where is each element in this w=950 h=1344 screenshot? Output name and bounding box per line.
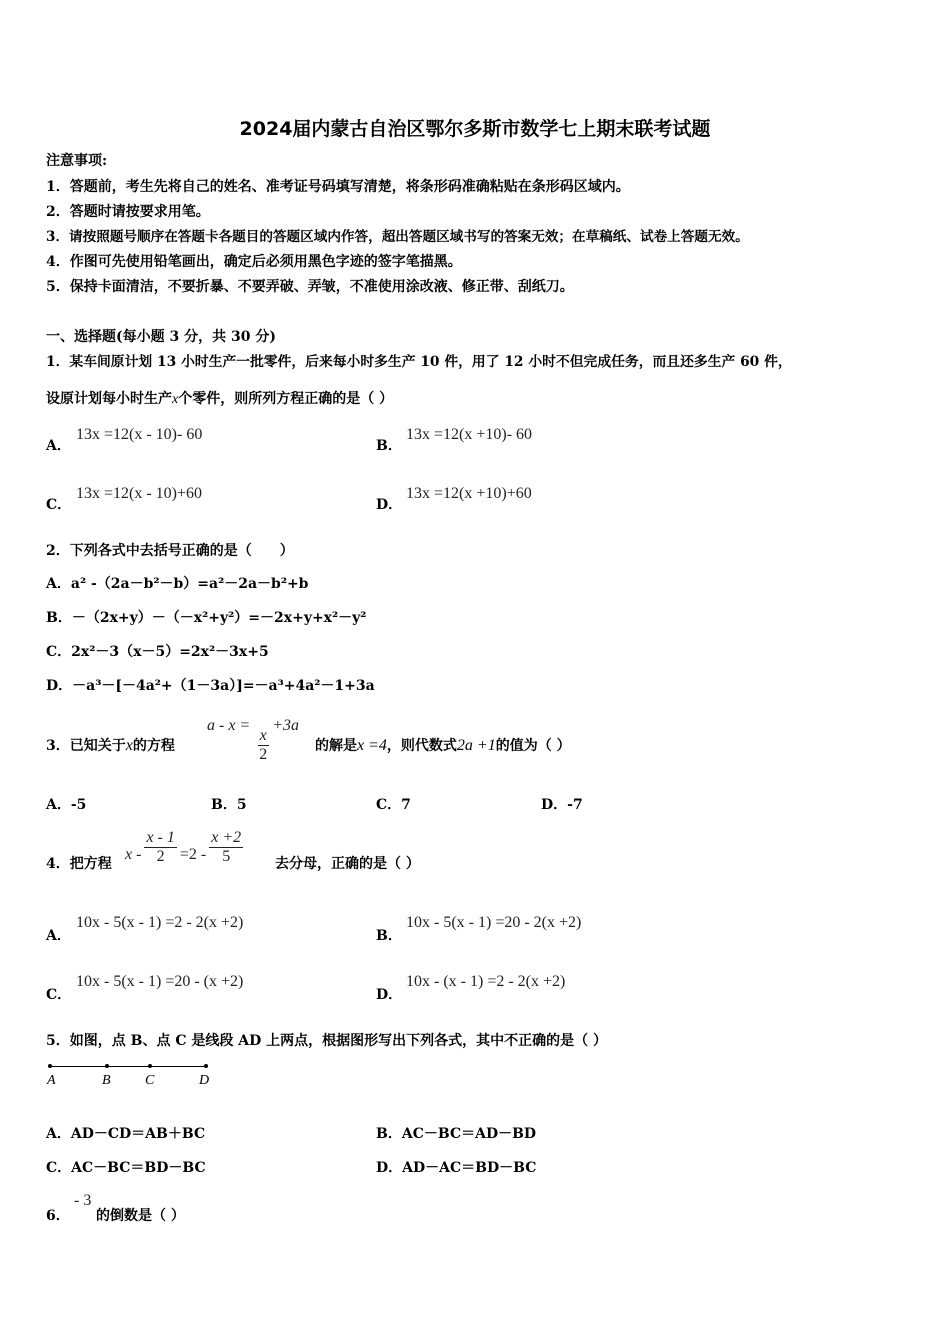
notice-item: 2．答题时请按要求用笔。 [46, 204, 210, 220]
q5-point-label: D [199, 1073, 210, 1088]
q2-option-b: B．－（2x+y）－（－x²+y²）=－2x+y+x²－y² [46, 610, 367, 626]
q4-option-b-expr: 10x - 5(x - 1) =20 - 2(x +2) [406, 914, 582, 931]
q3-option-a: A．-5 [46, 797, 87, 813]
q1-option-a-expr: 13x =12(x - 10)- 60 [76, 426, 203, 443]
q3-option-b: B．5 [211, 797, 247, 813]
q4-stem-end: 去分母，正确的是（ ） [275, 856, 420, 872]
q1-option-b-expr: 13x =12(x +10)- 60 [406, 426, 533, 443]
section-heading: 一、选择题(每小题 3 分，共 30 分) [46, 329, 276, 345]
q6-number: 6． [46, 1208, 70, 1224]
q5-option-c: C．AC－BC＝BD－BC [46, 1160, 206, 1176]
q5-option-b: B．AC－BC＝AD－BD [376, 1126, 537, 1142]
q4-option-d-label: D． [376, 987, 403, 1003]
q4-stem-start: 4．把方程 [46, 856, 112, 872]
q5-stem: 5．如图，点 B、点 C 是线段 AD 上两点，根据图形写出下列各式，其中不正确的是（ ） [46, 1033, 607, 1049]
q4-option-c-expr: 10x - 5(x - 1) =20 - (x +2) [76, 973, 244, 990]
notice-item: 4．作图可先使用铅笔画出，确定后必须用黑色字迹的签字笔描黑。 [46, 254, 462, 270]
q4-equation: x - $\frac{x - 1}{2}$ =2 - $\frac{x +2}{5}$ [125, 829, 242, 865]
q1-option-b-label: B． [376, 438, 402, 454]
q4-option-c-label: C． [46, 987, 72, 1003]
notice-item: 3．请按照题号顺序在答题卡各题目的答题区域内作答，超出答题区域书写的答案无效；在草稿纸、试卷上答题无效。 [46, 229, 749, 245]
q1-option-d-label: D． [376, 497, 403, 513]
q5-point-label: C [145, 1073, 155, 1088]
notice-heading: 注意事项: [46, 153, 108, 169]
q1-stem-line2: 设原计划每小时生产x个零件，则所列方程正确的是（ ） [46, 391, 394, 407]
q5-option-a: A．AD－CD＝AB＋BC [46, 1126, 206, 1142]
q4-option-a-expr: 10x - 5(x - 1) =2 - 2(x +2) [76, 914, 244, 931]
q1-option-d-expr: 13x =12(x +10)+60 [406, 485, 532, 502]
q5-point-dot [204, 1064, 208, 1068]
q3-stem: 3．已知关于x的方程 [46, 737, 175, 754]
q3-stem-tail: 的解是x =4，则代数式2a +1的值为（ ） [315, 737, 571, 754]
q2-option-a: A．a² -（2a－b²－b）=a²－2a－b²+b [46, 576, 309, 592]
q4-option-a-label: A． [46, 928, 71, 944]
q5-point-dot [48, 1064, 52, 1068]
q5-line-segment [50, 1066, 206, 1067]
q1-stem-line1: 1．某车间原计划 13 小时生产一批零件，后来每小时多生产 10 件，用了 12 小时不但完成任务，而且还多生产 60 件， [46, 354, 792, 370]
notice-item: 1．答题前，考生先将自己的姓名、准考证号码填写清楚，将条形码准确粘贴在条形码区域内。 [46, 179, 630, 195]
q2-stem: 2．下列各式中去括号正确的是（ ） [46, 543, 294, 559]
q1-option-c-label: C． [46, 497, 72, 513]
q6-stem: 的倒数是（ ） [96, 1208, 185, 1224]
q5-point-label: B [102, 1073, 111, 1088]
q1-option-c-expr: 13x =12(x - 10)+60 [76, 485, 203, 502]
q6-expr: - 3 [74, 1192, 92, 1209]
q5-point-label: A [47, 1073, 56, 1088]
q2-option-c: C．2x²－3（x－5）=2x²－3x+5 [46, 644, 269, 660]
notice-item: 5．保持卡面清洁，不要折暴、不要弄破、弄皱，不准使用涂改液、修正带、刮纸刀。 [46, 279, 574, 295]
q3-option-c: C．7 [376, 797, 411, 813]
q5-option-d: D．AD－AC＝BD－BC [376, 1160, 537, 1176]
q2-option-d: D．－a³－[－4a²+（1－3a）]=－a³+4a²－1+3a [46, 678, 375, 694]
q1-option-a-label: A． [46, 438, 71, 454]
q5-point-dot [148, 1064, 152, 1068]
page-title: 2024届内蒙古自治区鄂尔多斯市数学七上期末联考试题 [239, 118, 711, 140]
q5-point-dot [105, 1064, 109, 1068]
q3-option-d: D．-7 [541, 797, 583, 813]
q4-option-d-expr: 10x - (x - 1) =2 - 2(x +2) [406, 973, 566, 990]
q3-equation: a - x = $\frac{x}{2}$ +3a [207, 717, 300, 763]
q4-option-b-label: B． [376, 928, 402, 944]
